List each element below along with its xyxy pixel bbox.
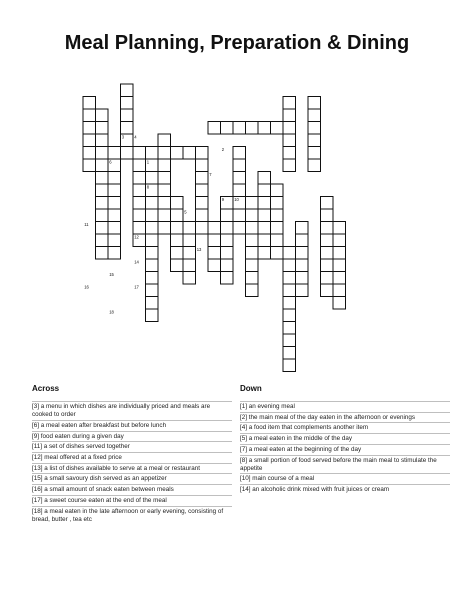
grid-cell[interactable] xyxy=(133,209,146,222)
grid-cell[interactable] xyxy=(96,172,109,185)
grid-cell[interactable] xyxy=(258,209,271,222)
grid-cell[interactable] xyxy=(83,134,96,147)
grid-cell[interactable] xyxy=(308,147,321,160)
grid-cell[interactable] xyxy=(146,297,159,310)
page-title: Meal Planning, Preparation & Dining xyxy=(64,32,410,54)
grid-cell[interactable] xyxy=(208,234,221,247)
grid-cell[interactable] xyxy=(108,172,121,185)
across-clue: [9] food eaten during a given day xyxy=(32,431,232,442)
grid-cell[interactable] xyxy=(296,234,309,247)
grid-cell[interactable] xyxy=(146,259,159,272)
grid-cell[interactable] xyxy=(321,247,334,260)
grid-cell[interactable] xyxy=(258,222,271,235)
down-heading: Down xyxy=(240,384,262,393)
grid-cell[interactable] xyxy=(133,222,146,235)
cell-number: 15 xyxy=(109,272,114,278)
grid-cell[interactable] xyxy=(221,122,234,135)
grid-cell[interactable] xyxy=(146,272,159,285)
grid-cell[interactable] xyxy=(308,159,321,172)
grid-cell[interactable] xyxy=(246,284,259,297)
grid-cell[interactable] xyxy=(246,247,259,260)
grid-cell[interactable] xyxy=(283,122,296,135)
down-clues-section xyxy=(240,384,450,495)
grid-cell[interactable] xyxy=(158,134,171,147)
grid-cell[interactable] xyxy=(96,247,109,260)
grid-cell[interactable] xyxy=(146,222,159,235)
grid-cell[interactable] xyxy=(258,247,271,260)
grid-cell[interactable] xyxy=(321,284,334,297)
down-clue: [4] a food item that complements another item xyxy=(240,422,450,433)
grid-cell[interactable] xyxy=(283,259,296,272)
grid-cell[interactable] xyxy=(158,184,171,197)
grid-cell[interactable] xyxy=(321,272,334,285)
grid-cell[interactable] xyxy=(246,272,259,285)
grid-cell[interactable] xyxy=(221,234,234,247)
cell-number: 5 xyxy=(184,209,187,215)
grid-cell[interactable] xyxy=(271,184,284,197)
grid-cell[interactable] xyxy=(196,159,209,172)
down-clue: [7] a meal eaten at the beginning of the day xyxy=(240,444,450,455)
grid-cell[interactable] xyxy=(171,222,184,235)
grid-cell[interactable] xyxy=(333,222,346,235)
grid-cell[interactable] xyxy=(271,234,284,247)
grid-cell[interactable] xyxy=(96,209,109,222)
grid-cell[interactable] xyxy=(146,197,159,210)
grid-cell[interactable] xyxy=(171,247,184,260)
grid-cell[interactable] xyxy=(146,234,159,247)
grid-cell[interactable] xyxy=(133,172,146,185)
grid-cell[interactable] xyxy=(283,272,296,285)
cell-number: 9 xyxy=(221,197,225,203)
grid-cell[interactable] xyxy=(283,322,296,335)
grid-cell[interactable] xyxy=(283,109,296,122)
grid-cell[interactable] xyxy=(246,222,259,235)
grid-cell[interactable] xyxy=(121,122,134,135)
cell-number: 3 xyxy=(121,134,125,140)
grid-cell[interactable] xyxy=(271,247,284,260)
grid-cell[interactable] xyxy=(283,147,296,160)
cell-number: 11 xyxy=(84,222,89,228)
grid-cell[interactable] xyxy=(333,284,346,297)
grid-cell[interactable] xyxy=(133,197,146,210)
grid-cell[interactable] xyxy=(221,222,234,235)
grid-cell[interactable] xyxy=(333,234,346,247)
grid-cell[interactable] xyxy=(233,209,246,222)
grid-cell[interactable] xyxy=(96,147,109,160)
grid-cell[interactable] xyxy=(333,272,346,285)
grid-cell[interactable] xyxy=(283,309,296,322)
grid-cell[interactable] xyxy=(183,247,196,260)
across-clue: [12] meal offered at a fixed price xyxy=(32,452,232,463)
grid-cell[interactable] xyxy=(183,222,196,235)
grid-cell[interactable] xyxy=(158,147,171,160)
grid-cell[interactable] xyxy=(121,97,134,110)
grid-cell[interactable] xyxy=(321,222,334,235)
grid-cell[interactable] xyxy=(196,222,209,235)
down-clue-list xyxy=(240,401,450,495)
grid-cell[interactable] xyxy=(96,234,109,247)
grid-cell[interactable] xyxy=(96,159,109,172)
grid-cell[interactable] xyxy=(83,122,96,135)
grid-cell[interactable] xyxy=(246,234,259,247)
down-clue: [5] a meal eaten in the middle of the day xyxy=(240,433,450,444)
grid-cell[interactable] xyxy=(321,197,334,210)
grid-cell[interactable] xyxy=(208,247,221,260)
grid-cell[interactable] xyxy=(183,147,196,160)
across-clue: [17] a sweet course eaten at the end of the meal xyxy=(32,495,232,506)
grid-cell[interactable] xyxy=(108,222,121,235)
grid-cell[interactable] xyxy=(108,247,121,260)
grid-cell[interactable] xyxy=(108,209,121,222)
grid-cell[interactable] xyxy=(171,259,184,272)
grid-cell[interactable] xyxy=(283,159,296,172)
grid-cell[interactable] xyxy=(146,284,159,297)
grid-cell[interactable] xyxy=(121,109,134,122)
across-heading: Across xyxy=(32,384,60,393)
cell-number: 1 xyxy=(146,159,150,165)
down-clue: [1] an evening meal xyxy=(240,401,450,412)
grid-cell[interactable] xyxy=(133,159,146,172)
cell-number: 4 xyxy=(134,134,137,140)
grid-cell[interactable] xyxy=(196,209,209,222)
grid-cell[interactable] xyxy=(108,184,121,197)
grid-cell[interactable] xyxy=(321,209,334,222)
cell-number: 8 xyxy=(146,184,150,190)
grid-cell[interactable] xyxy=(233,122,246,135)
cell-number: 7 xyxy=(209,172,212,178)
cell-number: 2 xyxy=(221,147,225,153)
cell-number: 13 xyxy=(196,247,202,253)
grid-cell[interactable] xyxy=(221,209,234,222)
grid-cell[interactable] xyxy=(83,159,96,172)
grid-cell[interactable] xyxy=(208,259,221,272)
grid-cell[interactable] xyxy=(296,222,309,235)
grid-cell[interactable] xyxy=(108,147,121,160)
grid-cell[interactable] xyxy=(246,197,259,210)
grid-cell[interactable] xyxy=(333,247,346,260)
cell-number: 18 xyxy=(109,309,114,315)
grid-cell[interactable] xyxy=(221,272,234,285)
grid-cell[interactable] xyxy=(271,209,284,222)
across-clue: [11] a set of dishes served together xyxy=(32,441,232,452)
grid-cell[interactable] xyxy=(96,184,109,197)
grid-cell[interactable] xyxy=(233,184,246,197)
grid-cell[interactable] xyxy=(283,359,296,372)
grid-cell[interactable] xyxy=(221,247,234,260)
grid-cell[interactable] xyxy=(196,172,209,185)
cell-number: 10 xyxy=(234,197,239,203)
grid-cell[interactable] xyxy=(146,147,159,160)
grid-cell[interactable] xyxy=(183,259,196,272)
across-clue: [15] a small savoury dish served as an appetizer xyxy=(32,473,232,484)
across-clue: [13] a list of dishes available to serve at a meal or restaurant xyxy=(32,463,232,474)
grid-cell[interactable] xyxy=(308,134,321,147)
down-clue: [8] a small portion of food served before the main meal to stimulate the appetite xyxy=(240,455,450,474)
grid-cell[interactable] xyxy=(171,147,184,160)
grid-cell[interactable] xyxy=(83,97,96,110)
grid-cell[interactable] xyxy=(196,184,209,197)
grid-cell[interactable] xyxy=(171,234,184,247)
grid-cell[interactable] xyxy=(171,209,184,222)
grid-cell[interactable] xyxy=(258,184,271,197)
grid-cell[interactable] xyxy=(96,222,109,235)
down-clue: [2] the main meal of the day eaten in the afternoon or evenings xyxy=(240,412,450,423)
grid-cell[interactable] xyxy=(308,122,321,135)
cell-number: 14 xyxy=(134,259,139,265)
grid-cell[interactable] xyxy=(121,147,134,160)
grid-cell[interactable] xyxy=(146,247,159,260)
grid-cell[interactable] xyxy=(246,122,259,135)
grid-cell[interactable] xyxy=(158,209,171,222)
grid-cell[interactable] xyxy=(133,147,146,160)
down-clue: [10] main course of a meal xyxy=(240,473,450,484)
grid-cell[interactable] xyxy=(146,309,159,322)
across-clue: [18] a meal eaten in the late afternoon or early evening, consisting of bread, butter , tea etc xyxy=(32,506,232,525)
across-clue: [6] a meal eaten after breakfast but before lunch xyxy=(32,420,232,431)
cell-number: 12 xyxy=(134,234,139,240)
grid-cell[interactable] xyxy=(96,197,109,210)
grid-cell[interactable] xyxy=(96,109,109,122)
grid-cell[interactable] xyxy=(146,172,159,185)
down-clue: [14] an alcoholic drink mixed with fruit juices or cream xyxy=(240,484,450,495)
grid-cell[interactable] xyxy=(283,284,296,297)
grid-cell[interactable] xyxy=(121,84,134,97)
grid-cell[interactable] xyxy=(108,234,121,247)
grid-cell[interactable] xyxy=(283,97,296,110)
grid-cell[interactable] xyxy=(271,122,284,135)
grid-cell[interactable] xyxy=(158,172,171,185)
grid-cell[interactable] xyxy=(233,222,246,235)
cell-number: 16 xyxy=(84,284,89,290)
grid-cell[interactable] xyxy=(246,209,259,222)
grid-cell[interactable] xyxy=(283,247,296,260)
grid-cell[interactable] xyxy=(158,222,171,235)
grid-cell[interactable] xyxy=(321,234,334,247)
grid-cell[interactable] xyxy=(296,272,309,285)
grid-cell[interactable] xyxy=(283,334,296,347)
grid-cell[interactable] xyxy=(333,259,346,272)
cell-number: 17 xyxy=(134,284,139,290)
grid-cell[interactable] xyxy=(283,347,296,360)
grid-cell[interactable] xyxy=(271,197,284,210)
grid-cell[interactable] xyxy=(296,247,309,260)
grid-cell[interactable] xyxy=(208,222,221,235)
grid-cell[interactable] xyxy=(158,197,171,210)
grid-cell[interactable] xyxy=(96,134,109,147)
grid-cell[interactable] xyxy=(208,122,221,135)
grid-cell[interactable] xyxy=(233,159,246,172)
grid-cell[interactable] xyxy=(321,259,334,272)
grid-cell[interactable] xyxy=(308,109,321,122)
grid-cell[interactable] xyxy=(221,259,234,272)
grid-cell[interactable] xyxy=(196,147,209,160)
grid-cell[interactable] xyxy=(133,184,146,197)
grid-cell[interactable] xyxy=(83,109,96,122)
grid-cell[interactable] xyxy=(171,197,184,210)
grid-cell[interactable] xyxy=(158,159,171,172)
grid-cell[interactable] xyxy=(296,259,309,272)
grid-cell[interactable] xyxy=(333,297,346,310)
grid-cell[interactable] xyxy=(233,147,246,160)
across-clue: [3] a menu in which dishes are individually priced and meals are cooked to order xyxy=(32,401,232,420)
grid-cell[interactable] xyxy=(258,234,271,247)
grid-cell[interactable] xyxy=(83,147,96,160)
grid-cell[interactable] xyxy=(183,234,196,247)
grid-cell[interactable] xyxy=(258,122,271,135)
grid-cell[interactable] xyxy=(146,209,159,222)
grid-cell[interactable] xyxy=(233,172,246,185)
across-clue: [16] a small amount of snack eaten between meals xyxy=(32,484,232,495)
grid-cell[interactable] xyxy=(258,172,271,185)
grid-cell[interactable] xyxy=(96,122,109,135)
grid-cell[interactable] xyxy=(283,297,296,310)
grid-cell[interactable] xyxy=(283,134,296,147)
grid-cell[interactable] xyxy=(183,272,196,285)
grid-cell[interactable] xyxy=(271,222,284,235)
grid-cell[interactable] xyxy=(296,284,309,297)
cell-number: 6 xyxy=(109,159,112,165)
grid-cell[interactable] xyxy=(108,197,121,210)
grid-cell[interactable] xyxy=(308,97,321,110)
grid-cell[interactable] xyxy=(196,197,209,210)
across-clue-list xyxy=(32,401,232,524)
across-clues-section xyxy=(32,384,232,524)
grid-cell[interactable] xyxy=(246,259,259,272)
grid-cell[interactable] xyxy=(258,197,271,210)
